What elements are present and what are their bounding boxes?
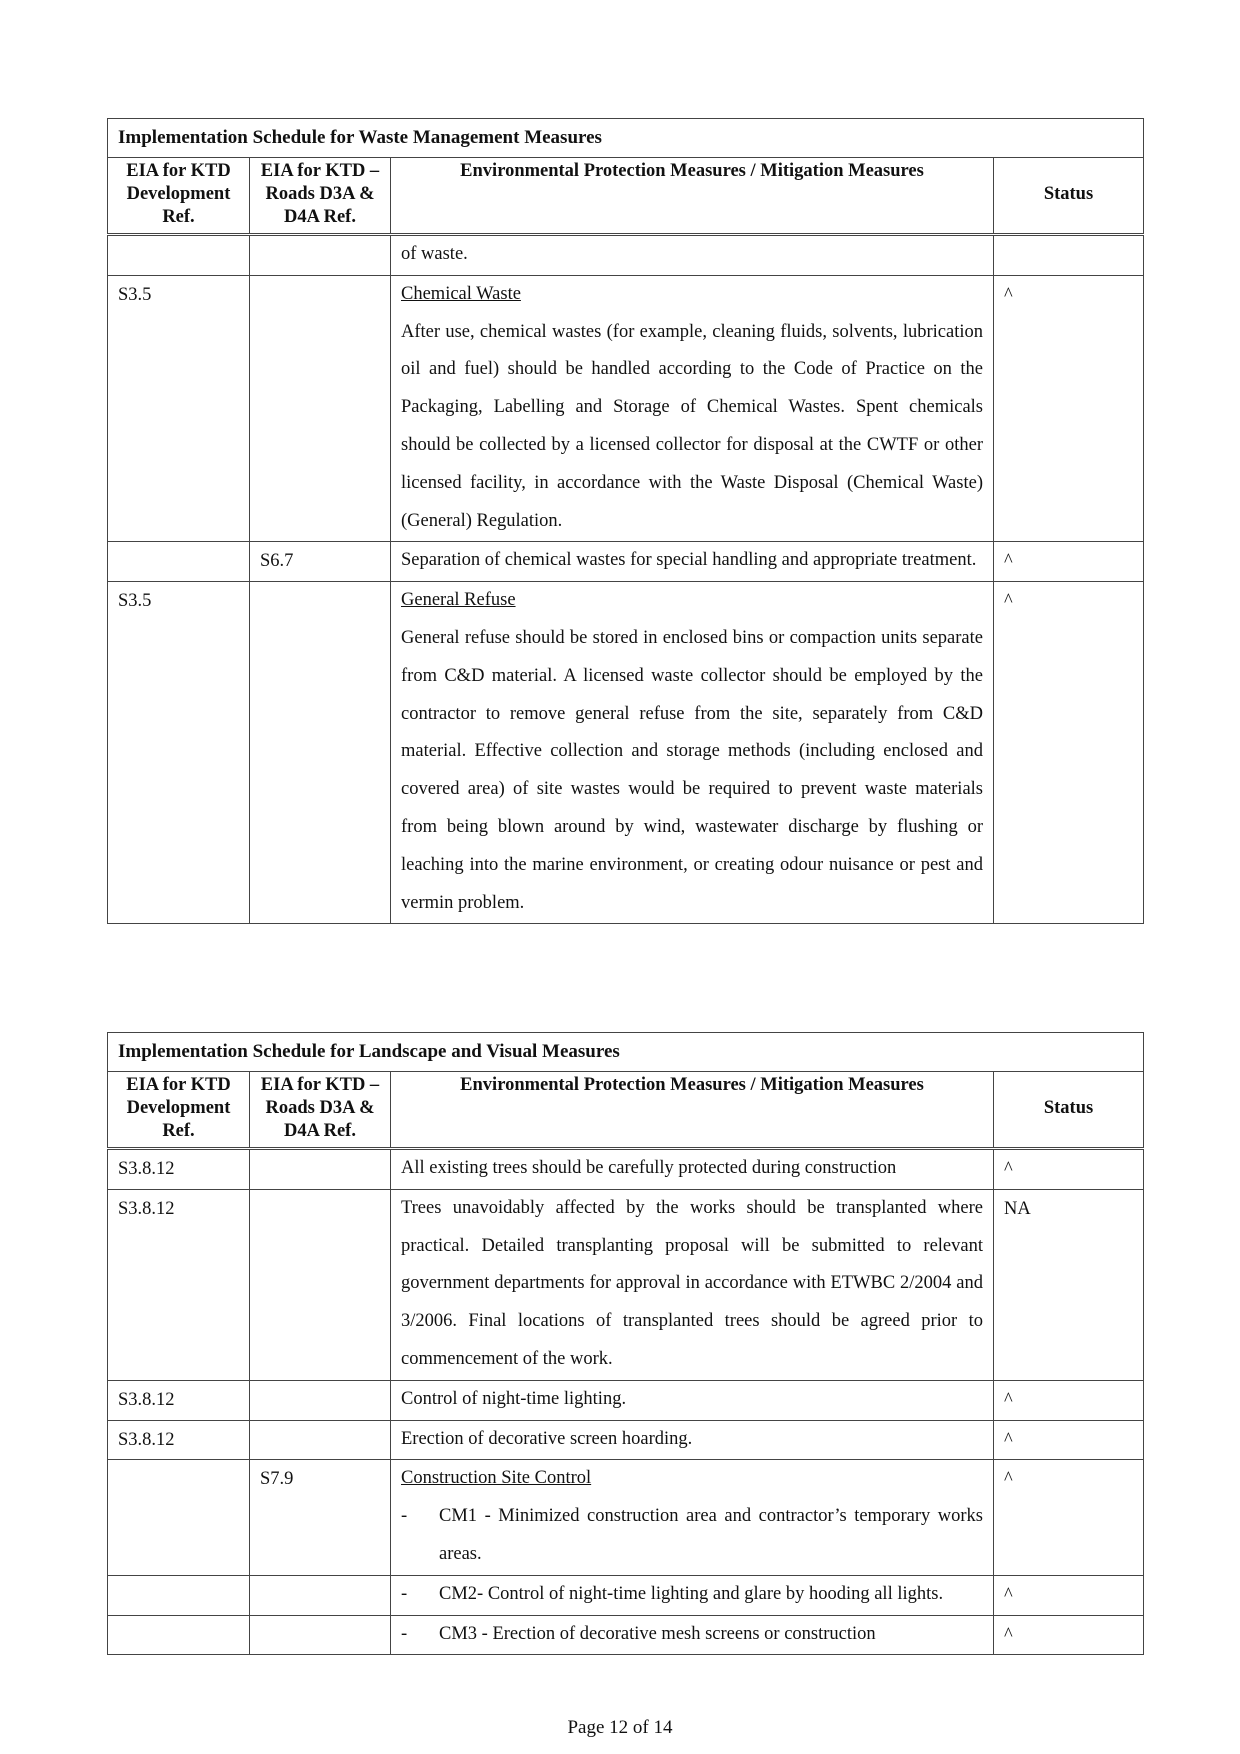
status-cell: NA (994, 1189, 1144, 1380)
status-cell: ^ (994, 542, 1144, 582)
bullet-item (401, 1616, 983, 1654)
status-cell: ^ (994, 1460, 1144, 1575)
measure-text: Trees unavoidably affected by the works should be transplanted where practical. Detailed transplanting proposal will be submitted to relevant government departments for approval in accordance with ETWBC 2/2004 and 3/2006. Final locations of transplanted trees should be agreed prior to commencement of the work. (401, 1197, 983, 1369)
bullet-dash: - (401, 1623, 408, 1644)
ktd-ref-cell: S3.8.12 (108, 1189, 250, 1380)
column-header-roads-ref: EIA for KTD – Roads D3A & D4A Ref. (250, 1072, 391, 1149)
status-cell: ^ (994, 1420, 1144, 1460)
measure-cell (391, 1149, 994, 1190)
bullet-text: CM3 - Erection of decorative mesh screens or construction (439, 1623, 876, 1644)
roads-ref-cell (250, 1380, 391, 1420)
measure-heading: General Refuse (401, 590, 516, 611)
measure-cell (391, 1189, 994, 1380)
table-row (108, 275, 1144, 542)
table-row (108, 1575, 1144, 1615)
table-row (108, 1460, 1144, 1575)
table-row (108, 1615, 1144, 1655)
status-cell: ^ (994, 582, 1144, 924)
measure-cell (391, 542, 994, 582)
measure-cell (391, 1575, 994, 1615)
measure-text: of waste. (401, 244, 468, 264)
roads-ref-cell (250, 582, 391, 924)
bullet-dash: - (401, 1583, 408, 1604)
roads-ref-cell (250, 1420, 391, 1460)
column-header-measures: Environmental Protection Measures / Mitigation Measures (391, 1072, 994, 1149)
status-cell: ^ (994, 1615, 1144, 1655)
table-row (108, 1380, 1144, 1420)
table-title: Implementation Schedule for Landscape and Visual Measures (108, 1033, 1144, 1072)
status-cell: ^ (994, 1149, 1144, 1190)
column-header-status: Status (994, 158, 1144, 235)
roads-ref-cell: S7.9 (250, 1460, 391, 1575)
roads-ref-cell (250, 1575, 391, 1615)
page-number: Page 12 of 14 (567, 1717, 673, 1738)
table-row (108, 1420, 1144, 1460)
bullet-item (401, 1498, 983, 1574)
measure-cell (391, 275, 994, 542)
table-row (108, 1189, 1144, 1380)
bullet-item (401, 1576, 983, 1614)
ktd-ref-cell (108, 235, 250, 276)
roads-ref-cell (250, 1149, 391, 1190)
column-header-measures: Environmental Protection Measures / Mitigation Measures (391, 158, 994, 235)
ktd-ref-cell (108, 1615, 250, 1655)
measure-heading: Chemical Waste (401, 283, 521, 304)
measure-cell (391, 1460, 994, 1575)
measure-text: Separation of chemical wastes for special handling and appropriate treatment. (401, 550, 977, 571)
measure-text: Erection of decorative screen hoarding. (401, 1428, 693, 1449)
ktd-ref-cell: S3.8.12 (108, 1380, 250, 1420)
ktd-ref-cell: S3.5 (108, 582, 250, 924)
column-header-ktd-ref: EIA for KTD Development Ref. (108, 1072, 250, 1149)
measure-text: After use, chemical wastes (for example, cleaning fluids, solvents, lubrication oil and fuel) should be handled according to the Code of Practice on the Packaging, Labelling and Storage of Chemical Wastes. Spent chemicals should be collected by a licensed collector for disposal at the CWTF or other licensed facility, in accordance with the Waste Disposal (Chemical Waste) (General) Regulation. (401, 321, 983, 531)
measure-text: All existing trees should be carefully protected during construction (401, 1158, 897, 1178)
status-cell: ^ (994, 1380, 1144, 1420)
ktd-ref-cell (108, 1575, 250, 1615)
table-row (108, 235, 1144, 276)
waste-management-table (107, 118, 1144, 924)
ktd-ref-cell (108, 1460, 250, 1575)
roads-ref-cell (250, 1615, 391, 1655)
measure-heading: Construction Site Control (401, 1468, 592, 1489)
roads-ref-cell (250, 235, 391, 276)
bullet-dash: - (401, 1506, 408, 1527)
ktd-ref-cell: S3.5 (108, 275, 250, 542)
measure-cell (391, 235, 994, 276)
measure-cell (391, 582, 994, 924)
landscape-visual-table (107, 1032, 1144, 1655)
ktd-ref-cell (108, 542, 250, 582)
bullet-text: CM1 - Minimized construction area and contractor’s temporary works areas. (439, 1506, 983, 1564)
status-cell: ^ (994, 275, 1144, 542)
column-header-roads-ref: EIA for KTD – Roads D3A & D4A Ref. (250, 158, 391, 235)
measure-text: General refuse should be stored in enclosed bins or compaction units separate from C&D material. A licensed waste collector should be employed by the contractor to remove general refuse from the site, separately from C&D material. Effective collection and storage methods (including enclosed and covered area) of site wastes would be required to prevent waste materials from being blown around by wind, wastewater discharge by flushing or leaching into the marine environment, or creating odour nuisance or pest and vermin problem. (401, 627, 983, 913)
ktd-ref-cell: S3.8.12 (108, 1420, 250, 1460)
roads-ref-cell (250, 1189, 391, 1380)
roads-ref-cell: S6.7 (250, 542, 391, 582)
status-cell (994, 235, 1144, 276)
bullet-text: CM2- Control of night-time lighting and glare by hooding all lights. (439, 1583, 944, 1604)
roads-ref-cell (250, 275, 391, 542)
table-row (108, 542, 1144, 582)
table-row (108, 1149, 1144, 1190)
measure-cell (391, 1380, 994, 1420)
status-cell: ^ (994, 1575, 1144, 1615)
table-row (108, 582, 1144, 924)
measure-cell (391, 1615, 994, 1655)
measure-cell (391, 1420, 994, 1460)
table-title: Implementation Schedule for Waste Management Measures (108, 119, 1144, 158)
measure-text: Control of night-time lighting. (401, 1388, 627, 1409)
ktd-ref-cell: S3.8.12 (108, 1149, 250, 1190)
column-header-ktd-ref: EIA for KTD Development Ref. (108, 158, 250, 235)
column-header-status: Status (994, 1072, 1144, 1149)
